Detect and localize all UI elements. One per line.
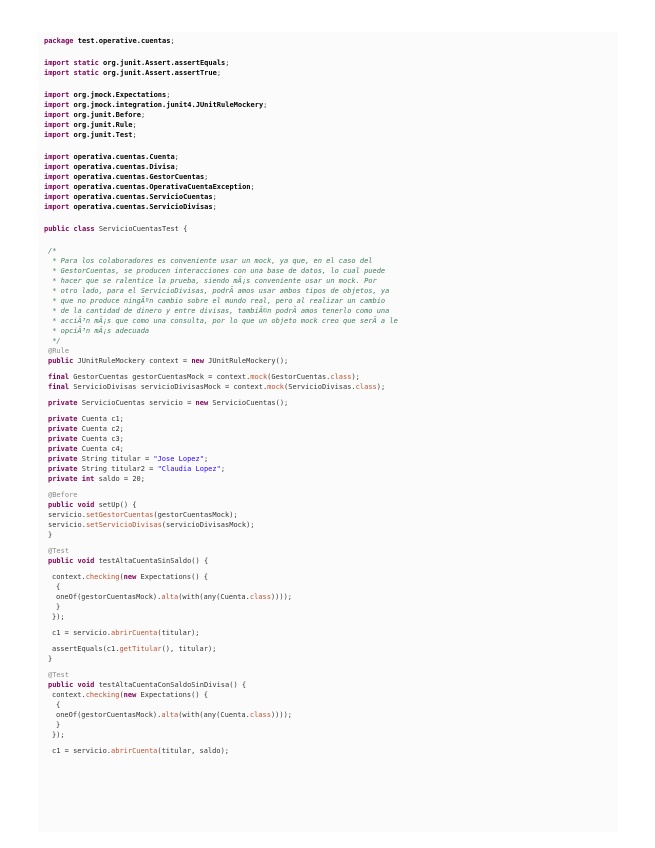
code-text: JUnitRuleMockery(); [203, 357, 289, 365]
keyword: import [44, 91, 70, 99]
code-line: } [56, 721, 61, 729]
semicolon: ; [212, 203, 217, 211]
code-line [44, 152, 604, 162]
code-text: (titular, saldo); [157, 747, 230, 755]
import-name: operativa.cuentas.OperativaCuentaException [73, 183, 251, 191]
comment-line: /* [48, 247, 57, 255]
code-text: Cuenta c1; [77, 415, 124, 423]
code-line [44, 710, 604, 720]
code-text: ServicioDivisas servicioDivisasMock = context. [69, 383, 268, 391]
comment-line: * hacer que se ralentice la prueba, siendo mÃ¡s conveniente usar un mock. Por [48, 277, 377, 285]
code-text: ( [119, 691, 124, 699]
keyword: private [48, 465, 78, 473]
keyword: public [48, 557, 74, 565]
annotation: @Rule [48, 347, 70, 355]
method-name: setGestorCuentas [85, 511, 154, 519]
blank-line [44, 78, 604, 90]
keyword: import [44, 203, 70, 211]
code-text: GestorCuentas gestorCuentasMock = context. [69, 373, 251, 381]
comment-line: * otro lado, para el ServicioDivisas, podrÃ amos usar ambos tipos de objetos, ya [48, 287, 390, 295]
semicolon: ; [204, 173, 209, 181]
keyword: public [48, 681, 74, 689]
import-name: org.jmock.Expectations [73, 91, 167, 99]
code-line: { [56, 583, 61, 591]
code-text: Expectations() { [136, 691, 208, 699]
code-line [44, 182, 604, 192]
keyword: void [77, 501, 95, 509]
keyword: public [48, 357, 74, 365]
code-text: )))); [270, 593, 293, 601]
import-name: org.junit.Test [73, 131, 133, 139]
semicolon: ; [250, 183, 255, 191]
code-line [44, 120, 604, 130]
code-text: c1 = servicio. [52, 629, 112, 637]
code-line [44, 644, 604, 654]
code-text: (servicioDivisasMock); [161, 521, 255, 529]
code-line [44, 414, 604, 424]
method-name: abrirCuenta [111, 747, 158, 755]
keyword: new [123, 573, 137, 581]
string-literal: "Claudia Lopez" [157, 465, 221, 473]
keyword: int [81, 475, 95, 483]
code-line [44, 192, 604, 202]
class-literal: class [330, 373, 352, 381]
keyword: private [48, 475, 78, 483]
code-text: JUnitRuleMockery context = [73, 357, 192, 365]
blank-line [44, 234, 604, 246]
comment-line: */ [48, 337, 61, 345]
annotation: @Test [48, 671, 70, 679]
code-text: (with(any(Cuenta. [178, 711, 250, 719]
code-line [44, 444, 604, 454]
code-text: (gestorCuentasMock); [153, 511, 238, 519]
keyword: public [44, 225, 70, 233]
method-name: alta [161, 711, 179, 719]
code-text: (titular); [157, 629, 200, 637]
method-name: mock [267, 383, 285, 391]
code-line [44, 172, 604, 182]
code-text: context. [52, 573, 86, 581]
semicolon: ; [203, 455, 209, 463]
code-line [44, 110, 604, 120]
code-line [44, 382, 604, 392]
keyword: import [44, 193, 70, 201]
package-name: test.operative.cuentas [77, 37, 171, 45]
method-name: mock [250, 373, 268, 381]
keyword: import [44, 131, 70, 139]
keyword: import [44, 69, 70, 77]
code-text: saldo = 20; [94, 475, 145, 483]
import-name: org.junit.Assert.assertEquals [103, 59, 226, 67]
comment-line: * que no produce ningÃºn cambio sobre el mundo real, pero al realizar un cambio [48, 297, 386, 305]
code-text: Cuenta c2; [77, 425, 124, 433]
semicolon: ; [132, 121, 137, 129]
semicolon: ; [263, 101, 268, 109]
import-name: org.jmock.integration.junit4.JUnitRuleMockery [73, 101, 264, 109]
keyword: private [48, 445, 78, 453]
semicolon: ; [216, 69, 222, 77]
code-listing [44, 36, 604, 756]
code-text: assertEquals(c1. [52, 645, 120, 653]
code-line [44, 202, 604, 212]
code-text: ); [376, 383, 386, 391]
semicolon: ; [170, 37, 175, 45]
code-text: String titular = [77, 455, 154, 463]
keyword: private [48, 399, 78, 407]
import-name: operativa.cuentas.ServicioCuentas [73, 193, 213, 201]
code-line [44, 680, 604, 690]
semicolon: ; [132, 131, 137, 139]
code-line: }); [52, 613, 65, 621]
code-line [44, 464, 604, 474]
import-name: operativa.cuentas.Cuenta [73, 153, 175, 161]
keyword: final [48, 373, 70, 381]
keyword: static [73, 69, 99, 77]
code-line: { [56, 701, 61, 709]
annotation: @Before [48, 491, 78, 499]
code-text: oneOf(gestorCuentasMock). [56, 593, 162, 601]
keyword: void [77, 681, 95, 689]
code-line: } [48, 531, 53, 539]
keyword: import [44, 121, 70, 129]
code-text: ( [119, 573, 124, 581]
method-name: alta [161, 593, 179, 601]
code-line [44, 628, 604, 638]
code-line [44, 510, 604, 520]
code-text: )))); [270, 711, 293, 719]
method-name: checking [85, 691, 120, 699]
code-line [44, 556, 604, 566]
code-text: (GestorCuentas. [267, 373, 331, 381]
code-line [44, 36, 604, 46]
keyword: final [48, 383, 70, 391]
keyword: void [77, 557, 95, 565]
code-line [44, 58, 604, 68]
code-line [44, 162, 604, 172]
code-text: servicio. [48, 521, 86, 529]
keyword: private [48, 415, 78, 423]
semicolon: ; [174, 163, 179, 171]
blank-line [44, 140, 604, 152]
code-line [44, 690, 604, 700]
import-name: operativa.cuentas.Divisa [73, 163, 175, 171]
semicolon: ; [166, 91, 171, 99]
code-line [44, 90, 604, 100]
keyword: static [73, 59, 99, 67]
code-text: ServicioCuentas(); [208, 399, 289, 407]
import-name: org.junit.Assert.assertTrue [103, 69, 217, 77]
code-line: }); [52, 731, 65, 739]
blank-line [44, 212, 604, 224]
method-name: abrirCuenta [111, 629, 158, 637]
comment-line: * GestorCuentas, se producen interacciones con una base de datos, lo cual puede [48, 267, 386, 275]
keyword: import [44, 183, 70, 191]
string-literal: "Jose Lopez" [153, 455, 204, 463]
code-line [44, 68, 604, 78]
code-line [44, 372, 604, 382]
keyword: new [191, 357, 204, 365]
keyword: private [48, 435, 78, 443]
code-text: (with(any(Cuenta. [178, 593, 250, 601]
code-text: servicio. [48, 511, 86, 519]
keyword: public [48, 501, 74, 509]
semicolon: ; [212, 193, 217, 201]
comment-line: * opciÃ³n mÃ¡s adecuada [48, 327, 150, 335]
method-name: getTitular [119, 645, 162, 653]
keyword: import [44, 101, 70, 109]
keyword: private [48, 455, 78, 463]
keyword: new [195, 399, 209, 407]
keyword: import [44, 153, 70, 161]
code-text: c1 = servicio. [52, 747, 112, 755]
code-line [44, 474, 604, 484]
import-name: operativa.cuentas.GestorCuentas [73, 173, 205, 181]
code-text: (), titular); [161, 645, 217, 653]
comment-line: * acciÃ³n mÃ¡s que como una consulta, por lo que un objeto mock creo que serÃ a le [48, 317, 398, 325]
code-text: context. [52, 691, 86, 699]
semicolon: ; [174, 153, 179, 161]
code-text: oneOf(gestorCuentasMock). [56, 711, 162, 719]
code-line [44, 572, 604, 582]
semicolon: ; [225, 59, 230, 67]
keyword: private [48, 425, 78, 433]
code-line [44, 434, 604, 444]
keyword: new [123, 691, 137, 699]
keyword: import [44, 173, 70, 181]
code-line [44, 398, 604, 408]
keyword: import [44, 59, 70, 67]
blank-line [44, 46, 604, 58]
code-line [44, 130, 604, 140]
method-signature: setUp() { [94, 501, 137, 509]
code-line [44, 500, 604, 510]
code-line [44, 454, 604, 464]
keyword: import [44, 111, 70, 119]
class-literal: class [249, 593, 271, 601]
import-name: operativa.cuentas.ServicioDivisas [73, 203, 213, 211]
semicolon: ; [220, 465, 226, 473]
class-literal: class [249, 711, 271, 719]
keyword: class [73, 225, 95, 233]
keyword: package [44, 37, 74, 45]
code-text: Cuenta c3; [77, 435, 124, 443]
comment-line: * de la cantidad de dinero y entre divisas, tambiÃ©n podrÃ amos tenerlo como una [48, 307, 390, 315]
code-line [44, 592, 604, 602]
import-name: org.junit.Before [73, 111, 141, 119]
method-signature: testAltaCuentaSinSaldo() { [94, 557, 209, 565]
code-text: ); [351, 373, 360, 381]
class-name: ServicioCuentasTest { [98, 225, 188, 233]
code-line: } [48, 655, 53, 663]
code-text: String titular2 = [77, 465, 158, 473]
method-signature: testAltaCuentaConSaldoSinDivisa() { [94, 681, 247, 689]
code-line: } [56, 603, 61, 611]
code-line [44, 520, 604, 530]
code-line [44, 746, 604, 756]
comment-line: * Para los colaboradores es conveniente usar un mock, ya que, en el caso del [48, 257, 373, 265]
code-line [44, 424, 604, 434]
code-text: (ServicioDivisas. [284, 383, 356, 391]
code-text: Cuenta c4; [77, 445, 124, 453]
code-line [44, 356, 604, 366]
method-name: setServicioDivisas [85, 521, 162, 529]
keyword: import [44, 163, 70, 171]
annotation: @Test [48, 547, 70, 555]
code-line [44, 224, 604, 234]
class-literal: class [355, 383, 377, 391]
code-text: ServicioCuentas servicio = [77, 399, 196, 407]
method-name: checking [85, 573, 120, 581]
import-name: org.junit.Rule [73, 121, 133, 129]
code-line [44, 100, 604, 110]
code-text: Expectations() { [136, 573, 208, 581]
semicolon: ; [140, 111, 146, 119]
